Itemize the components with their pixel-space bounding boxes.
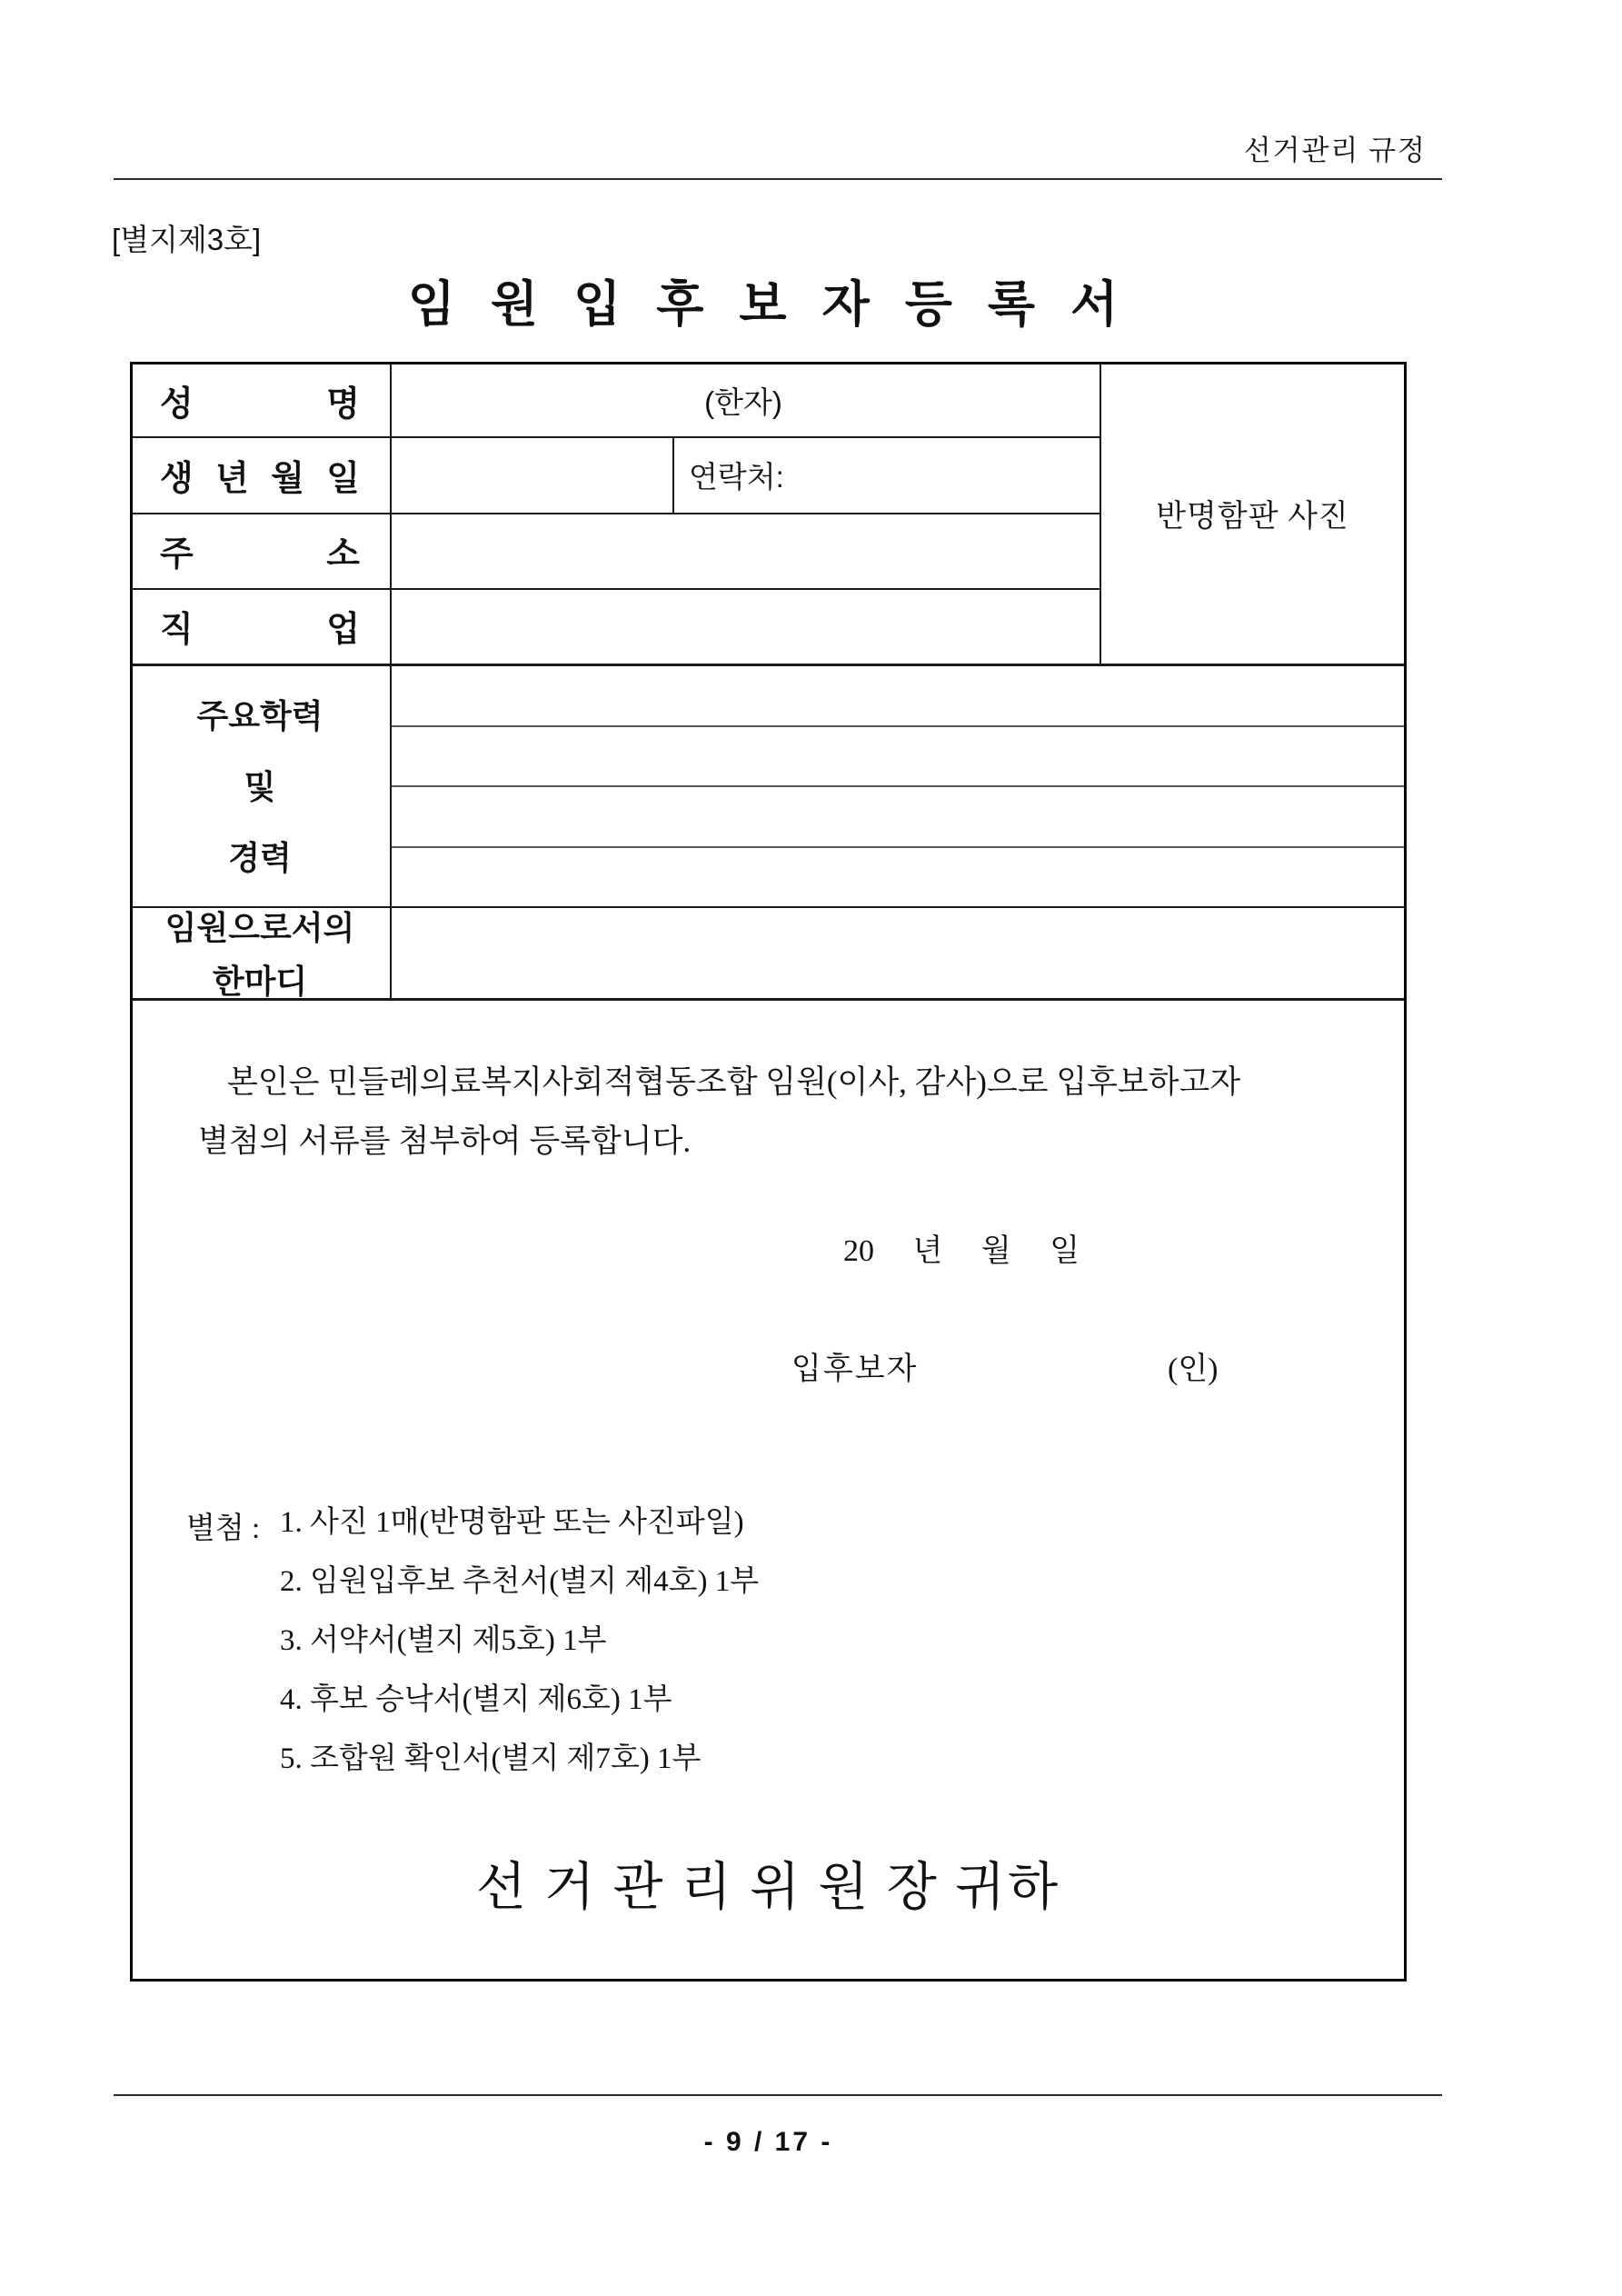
edu-sub-line-3 [392,846,1404,848]
candidate-signature-label: 입후보자 [791,1353,919,1386]
page-number: - 9 / 17 - [703,2127,833,2157]
statement-line-2: 별첨의 서류를 첨부하여 등록합니다. [198,1123,692,1159]
recipient-line: 선 거 관 리 위 원 장 귀하 [475,1859,1061,1916]
attachments-prefix: 별첨 : [186,1512,261,1545]
officer-comment-label-line: 임원으로서의 [164,908,355,946]
attachments-list [280,1504,759,1800]
row-line-6 [133,998,1404,1001]
form-title: 임 원 입 후 보 자 등 록 서 [407,277,1129,332]
attachment-item: 5. 조합원 확인서(별지 제7호) 1부 [280,1742,702,1775]
officer-comment-label [133,908,387,1000]
date-line: 20 년 월 일 [843,1234,1080,1268]
attachment-item: 4. 후보 승낙서(별지 제6호) 1부 [280,1683,672,1716]
education-career-label-line: 경력 [228,839,292,877]
photo-placeholder: 반명함판 사진 [1156,500,1349,534]
name-label: 성 명 [160,385,360,424]
form-number: [별지제3호] [112,223,262,256]
education-career-label-line: 및 [244,767,276,805]
officer-comment-label-line: 한마디 [212,962,308,1000]
contact-cell-divider [672,436,674,514]
birthdate-label: 생 년 월 일 [160,459,360,498]
attachment-item: 2. 임원입후보 추천서(별지 제4호) 1부 [280,1565,760,1598]
header-rule [114,178,1442,180]
occupation-label: 직 업 [160,611,360,649]
attachment-item: 1. 사진 1매(반명함판 또는 사진파일) [280,1506,744,1539]
name-hanja-placeholder: (한자) [704,385,782,419]
address-label: 주 소 [160,535,360,574]
contact-label: 연락처: [689,459,784,494]
label-column-divider [390,364,392,998]
page-header-title: 선거관리 규정 [1243,135,1427,166]
seal-placeholder: (인) [1168,1353,1219,1386]
edu-sub-line-1 [392,725,1404,727]
footer-rule [114,2094,1442,2096]
education-career-label-line: 주요학력 [196,696,323,734]
education-career-label [133,665,387,904]
edu-sub-line-2 [392,785,1404,787]
attachment-item: 3. 서약서(별지 제5호) 1부 [280,1624,607,1657]
statement-line-1: 본인은 민들레의료복지사회적협동조합 임원(이사, 감사)으로 입후보하고자 [227,1064,1241,1100]
